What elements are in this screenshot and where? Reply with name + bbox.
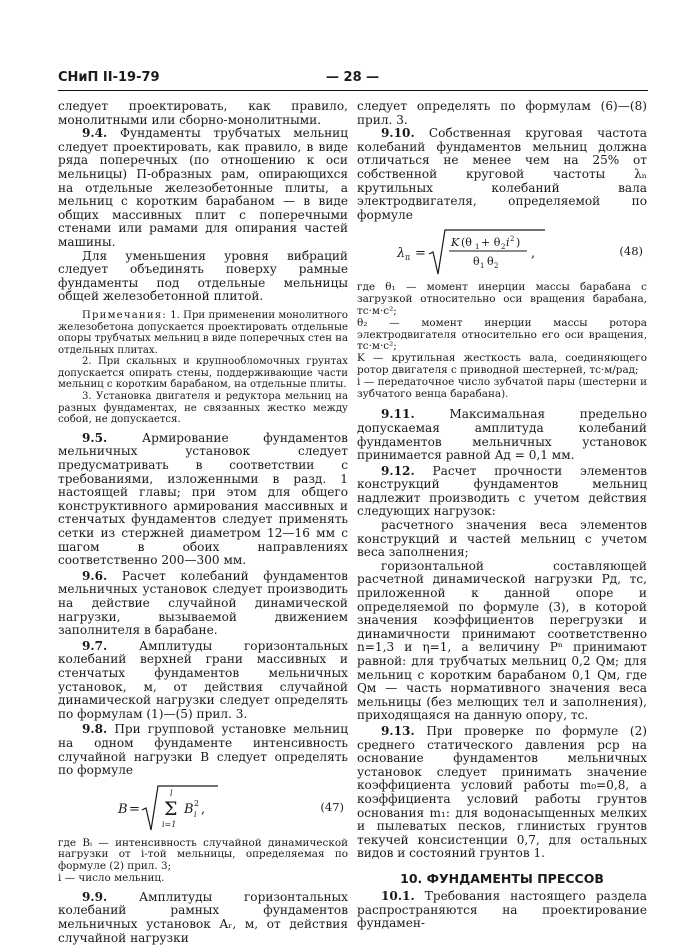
- svg-text:=: =: [415, 246, 426, 262]
- svg-text:п: п: [405, 253, 411, 263]
- svg-text:+ θ: + θ: [481, 236, 501, 250]
- section-number: 9.4.: [82, 126, 108, 141]
- section-number: 9.7.: [82, 638, 108, 653]
- paragraph: Для уменьшения уровня вибраций следует объединять поверху рамные фундаменты под отдельные мельницы общей железобетонной плитой.: [58, 248, 348, 304]
- paragraph: горизонтальной составляющей расчетной динамической нагрузки Pд, тс, приложенной к данной опоре и определяемой по формуле (3), в которой значения коэффициентов перегрузки и динамичности принимают соответственно n=1,3 и η=1, а величину Pⁿ принимают равной: для трубчатых мельниц 0,2 Qм; для мельниц с коротким барабаном 0,1 Qм, где Qм — часть нормативного значения веса мельницы (без мелющих тел и заполнения), приходящаяся на данную опору, тс.: [357, 558, 647, 723]
- formula-48-graphic: [357, 224, 647, 280]
- note-text: 1. При применении монолитного железобетона допускается проектировать отдельные опоры трубчатых мельниц в виде поперечных стен на отдельных плитах.: [58, 309, 348, 356]
- formula-47-graphic: [58, 780, 348, 836]
- section-9-8: [58, 723, 348, 777]
- note-1: [58, 310, 348, 356]
- svg-text:i=1: i=1: [162, 819, 177, 829]
- section-number: 9.10.: [381, 126, 415, 141]
- svg-text:θ: θ: [487, 255, 494, 269]
- formula-48-legend: θ₂ — момент инерции массы ротора электродвигателя относительно его оси вращения, тс·м·с²;: [357, 316, 647, 353]
- svg-text:Σ: Σ: [164, 797, 178, 820]
- section-text: Амплитуды горизонтальных колебаний рамных фундаментов мельничных установок Aᵣ, м, от действия случайной нагрузки: [58, 889, 348, 945]
- svg-text:l: l: [170, 788, 173, 798]
- section-9-10: [357, 127, 647, 222]
- note-2: 2. При скальных и крупнообломочных грунтах допускается опирать стены, поддерживающие части мельниц с коротким барабаном, на отдельные плиты.: [58, 356, 348, 391]
- svg-text:1: 1: [475, 243, 480, 252]
- svg-text:): ): [516, 236, 521, 250]
- formula-47-legend: где Bᵢ — интенсивность случайной динамической нагрузки от i-той мельницы, определяемая по формуле (2) прил. 3;: [58, 836, 348, 873]
- svg-text:2: 2: [194, 798, 200, 808]
- section-text: Армирование фундаментов мельничных установок следует предусматривать в соответствии с требованиями, изложенными в разд. 1 настоящей главы; при этом для общего конструктивного армирования массивных и стенчатых фундаментов следует применять сетки из стержней диаметром 12—16 мм с шагом в обоих направлениях соответственно 200—300 мм.: [58, 430, 348, 568]
- section-number: 9.5.: [82, 430, 108, 445]
- formula-48-legend: i — передаточное число зубчатой пары (шестерни и зубчатого венца барабана).: [357, 375, 647, 400]
- svg-text:,: ,: [531, 246, 536, 262]
- section-10-title: 10. ФУНДАМЕНТЫ ПРЕССОВ: [400, 870, 604, 886]
- svg-text:B: B: [184, 801, 194, 817]
- svg-text:,: ,: [201, 801, 206, 817]
- svg-text:2: 2: [510, 235, 515, 244]
- svg-text:λ: λ: [397, 246, 406, 262]
- equation-number: (48): [619, 244, 643, 259]
- note-3: 3. Установка двигателя и редуктора мельниц на разных фундаментах, не связанных жестко между собой, не допускается.: [58, 391, 348, 426]
- paragraph: следует определять по формулам (6)—(8) прил. 3.: [357, 99, 647, 127]
- svg-text:2: 2: [494, 262, 499, 271]
- section-text: Собственная круговая частота колебаний фундаментов мельниц должна отличаться не менее чем на 25% от собственной круговой частоты λₙ крутильных колебаний вала электродвигателя, определяемой по формуле: [357, 126, 647, 222]
- formula-47-legend: i — число мельниц.: [58, 872, 165, 885]
- svg-text:2: 2: [501, 243, 506, 252]
- equation-number: (47): [320, 799, 344, 814]
- left-column: [58, 100, 348, 945]
- section-9-11: [357, 408, 647, 462]
- section-number: 9.12.: [381, 463, 415, 478]
- formula-48-legend: K — крутильная жесткость вала, соединяющего ротор двигателя с приводной шестерней, тс·м/рад;: [357, 352, 647, 376]
- section-text: Требования настоящего раздела распространяются на проектирование фундамен-: [357, 888, 647, 931]
- paragraph: следует проектировать, как правило, монолитными или сборно-монолитными.: [58, 99, 348, 127]
- section-number: 10.1.: [381, 888, 415, 903]
- section-text: Расчет колебаний фундаментов мельничных установок следует производить на действие случайной динамической нагрузки, вызываемой движением заполнителя в барабане.: [58, 568, 348, 638]
- notes-label: Примечания:: [82, 309, 167, 321]
- section-text: Амплитуды горизонтальных колебаний верхней грани массивных и стенчатых фундаментов мельничных установок, м, от действия случайной динамической нагрузки следует определять по формулам (1)—(5) прил. 3.: [58, 638, 348, 721]
- document-code: СНиП II-19-79: [58, 70, 160, 85]
- section-9-5: [58, 432, 348, 568]
- svg-text:K: K: [451, 236, 460, 250]
- formula-47: [58, 780, 348, 836]
- header-rule: [58, 90, 648, 91]
- section-9-4: [58, 127, 348, 249]
- formula-48: [357, 224, 647, 280]
- section-text: Фундаменты трубчатых мельниц следует проектировать, как правило, в виде ряда поперечных (по отношению к оси мельницы) П-образных рам, опирающихся на отдельные железобетонные плиты, а мельниц с коротким барабаном — в виде общих массивных плит с поперечными стенами или рамами для опирания частей машины.: [58, 126, 348, 249]
- section-9-13: [357, 725, 647, 861]
- section-number: 9.11.: [381, 407, 415, 422]
- svg-text:B: B: [118, 801, 128, 817]
- section-10-1: [357, 890, 647, 931]
- svg-text:i: i: [194, 809, 197, 819]
- svg-text:(θ: (θ: [461, 236, 472, 250]
- section-number: 9.8.: [82, 722, 108, 737]
- section-text: Расчет прочности элементов конструкций фундаментов мельниц надлежит производить с учетом действия следующих нагрузок:: [357, 463, 647, 519]
- svg-text:=: =: [129, 801, 140, 817]
- section-9-9: [58, 891, 348, 945]
- svg-text:i: i: [506, 236, 510, 250]
- section-text: Максимальная предельно допускаемая амплитуда колебаний фундаментов мельничных установок принимается равной Aд = 0,1 мм.: [357, 407, 647, 463]
- section-9-12: [357, 465, 647, 519]
- page-number: — 28 —: [326, 70, 380, 85]
- section-number: 9.9.: [82, 889, 108, 904]
- section-text: При групповой установке мельниц на одном фундаменте интенсивность случайной нагрузки B следует определять по формуле: [58, 722, 348, 778]
- section-number: 9.13.: [381, 723, 415, 738]
- section-9-6: [58, 570, 348, 638]
- paragraph: расчетного значения веса элементов конструкций и частей мельниц с учетом веса заполнения;: [357, 518, 647, 560]
- right-column: [357, 100, 647, 931]
- section-9-7: [58, 640, 348, 722]
- formula-48-legend: где θ₁ — момент инерции массы барабана с загрузкой относительно оси вращения барабана, тс·м·с²;: [357, 281, 647, 317]
- svg-text:θ: θ: [473, 255, 480, 269]
- section-number: 9.6.: [82, 568, 108, 583]
- page-header: [58, 70, 648, 88]
- section-text: При проверке по формуле (2) среднего статического давления pср на основание фундаментов мельничных установок следует принимать значение коэффициента условий работы m₀=0,8, а коэффициента условий работы грунтов основания m₁: для водонасыщенных мелких и пылеватых песков, глинистых грунтов текучей консистенции 0,7, для остальных видов и состояний грунтов 1.: [357, 723, 647, 861]
- svg-text:1: 1: [480, 262, 485, 271]
